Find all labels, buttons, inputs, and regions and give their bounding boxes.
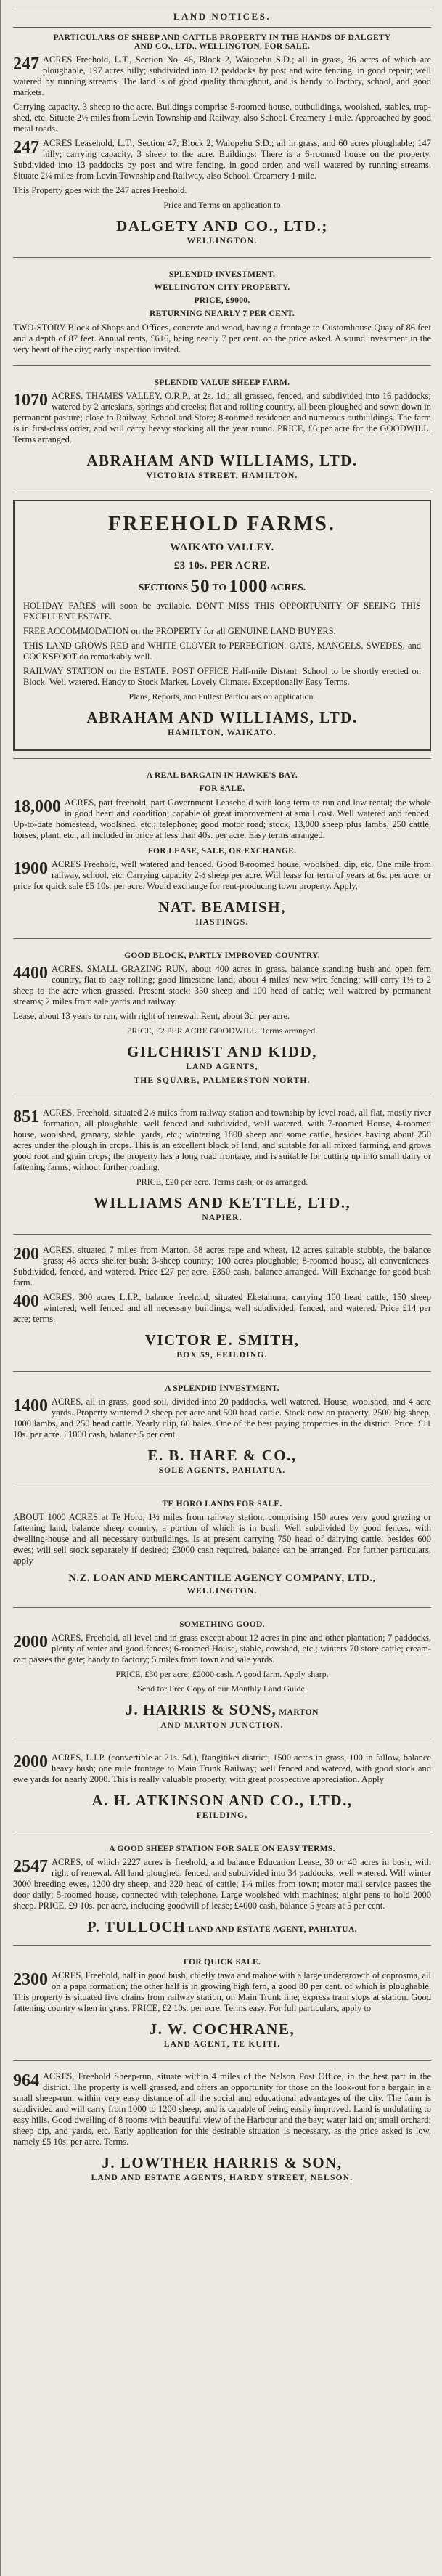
ad-paragraph: Carrying capacity, 3 sheep to the acre. Buildings comprise 5-roomed house, outbuildings, woolshed, stables, trap-shed, etc. Situate 2½ miles from Levin Township and Railway, also School. Creamery 1 mile. Approached by good metal roads. <box>13 102 431 134</box>
ad-heading: SPLENDID INVESTMENT. <box>168 270 276 279</box>
ad-harris-and-sons <box>13 1614 431 1735</box>
acreage-figure: 2000 <box>13 1752 48 1771</box>
ad-paragraph: Lease, about 13 years to run, with right of renewal. Rent, about 3d. per acre. <box>13 1011 290 1021</box>
ad-heading: FOR LEASE, SALE, OR EXCHANGE. <box>147 847 297 856</box>
ad-divider-rule <box>13 1945 431 1946</box>
agency-name: GILCHRIST AND KIDD, <box>126 1043 318 1060</box>
ad-heading: SOMETHING GOOD. <box>179 1620 265 1629</box>
ad-heading: TE HORO LANDS FOR SALE. <box>162 1500 282 1508</box>
ad-tulloch-sheep-station <box>13 1839 431 1938</box>
ad-paragraph: 1900 ACRES Freehold, well watered and fenced. Good 8-roomed house, woolshed, dip, etc. One mile from railway, school, etc. Carrying capacity 2½ sheep per acre. Will lease for term of years at 6s. per acre, or price for quick sale £5 10s. per acre. Would exchange for rent-producing town property. Apply, <box>13 859 431 891</box>
ad-atkinson-and-co <box>13 1749 431 1825</box>
ad-paragraph: 1070 ACRES, THAMES VALLEY, O.R.P., at 2s. 1d.; all grassed, fenced, and subdivided into 16 paddocks; watered by 2 artesians, springs and creeks; flat and rolling country, all been ploughed and sown down in permanent pasture; close to Railway, School and Store; 8-roomed residence and numerous outbuildings. The farm is in first-class order, and will carry heavy stocking all the year round. PRICE, £6 per acre for the GOODWILL. Terms arranged. <box>13 391 431 444</box>
agency-location: HASTINGS. <box>195 918 249 927</box>
sections-part: TO <box>210 582 229 593</box>
acreage-figure: 4400 <box>13 964 48 983</box>
ad-paragraph: 247 ACRES Freehold, L.T., Section No. 46, Block 2, Waiopehu S.D.; all in grass, 36 acres of which are ploughable, 197 acres hilly; subdivided into 12 paddocks by post and wire fencing, in good repair; well watered by running streams. The land is of good quality throughout, and is handy to factory, school, and good markets. <box>13 54 431 97</box>
sections-part: 1000 <box>229 577 269 596</box>
agency-name: J. W. COCHRANE, <box>149 2020 295 2038</box>
acreage-figure: 1900 <box>13 859 48 878</box>
acreage-figure: 200 <box>13 1245 39 1264</box>
agency-location: AND MARTON JUNCTION. <box>160 1721 284 1730</box>
agency-name: DALGETY AND CO., LTD.; <box>116 217 328 235</box>
ad-subheading: FOR SALE. <box>199 784 245 793</box>
ad-divider-rule <box>13 758 431 759</box>
ad-note: Send for Free Copy of our Monthly Land Guide. <box>137 1683 307 1694</box>
ad-heading: PARTICULARS OF SHEEP AND CATTLE PROPERTY IN THE HANDS OF DALGETY AND CO., LTD., WELLINGTON, FOR SALE. <box>53 33 391 51</box>
ad-note: PRICE, £2 PER ACRE GOODWILL. Terms arranged. <box>126 1025 318 1036</box>
sections-part: SECTIONS <box>138 582 191 593</box>
ad-paragraph: HOLIDAY FARES will soon be available. DON'T MISS THIS OPPORTUNITY OF SEEING THIS EXCELLENT ESTATE. <box>23 601 421 622</box>
ad-te-horo-lands <box>13 1494 431 1601</box>
ad-paragraph: 400 ACRES, 300 acres L.I.P., balance freehold, situated Eketahuna; carrying 100 head cattle, 150 sheep wintered; well fenced and all necessary buildings; well subdivided, fenced, and watered. Price £14 per acre; terms. <box>13 1292 431 1324</box>
ad-divider-rule <box>13 2060 431 2061</box>
ad-paragraph: RAILWAY STATION on the ESTATE. POST OFFICE Half-mile Distant. School to be shortly erected on Block. Well watered. Handy to Stock Market. Lovely Climate. Exceptionally Easy Terms. <box>23 666 421 687</box>
sections-part: ACRES. <box>268 582 306 593</box>
agency-location: FEILDING. <box>196 1811 248 1820</box>
agency-name: WILLIAMS AND KETTLE, LTD., <box>93 1194 351 1211</box>
acreage-figure: 1400 <box>13 1397 48 1415</box>
agency-name: NAT. BEAMISH, <box>158 898 286 916</box>
acreage-figure: 2000 <box>13 1633 48 1651</box>
ad-heading: A GOOD SHEEP STATION FOR SALE ON EASY TERMS. <box>109 1845 335 1853</box>
agency-name: WAIKATO VALLEY. <box>170 542 274 553</box>
agency-location: WELLINGTON. <box>187 237 258 245</box>
ad-heading: FOR QUICK SALE. <box>183 1958 261 1967</box>
agency-location: LAND AGENT, TE KUITI. <box>163 2040 281 2049</box>
ad-paragraph: TWO-STORY Block of Shops and Offices, concrete and wood, having a frontage to Customhouse Quay of 86 feet and a depth of 87 feet. Annual rents, £616, being nearly 7 per cent. on the price asked. A sound investment in the very heart of the city; early inspection invited. <box>13 322 431 354</box>
agency-descriptor: LAND AND ESTATE AGENT, PAHIATUA. <box>185 1925 358 1934</box>
agency-name: E. B. HARE & CO., <box>147 1447 297 1464</box>
ad-thames-valley-sheep-farm <box>13 373 431 485</box>
ad-wellington-city-investment <box>13 264 431 359</box>
ad-divider-rule <box>13 365 431 366</box>
ad-heading: A SPLENDID INVESTMENT. <box>165 1384 279 1393</box>
ad-note: PRICE, £30 per acre; £2000 cash. A good farm. Apply sharp. <box>115 1669 329 1679</box>
agency-descriptor: MARTON <box>276 1708 319 1717</box>
section-header <box>13 4 431 28</box>
ad-paragraph: 2547 ACRES, of which 2227 acres is freehold, and balance Education Lease, 30 or 40 acres in bush, with right of renewal. All land ploughed, fenced, and subdivided into 34 paddocks; well watered. Will winter 3000 breeding ewes, 1200 dry sheep, and 320 head of cattle; 1¼ miles from town; motor mail service passes the door daily; 5-roomed house, connected with telephone. Large woolshed with machines; night pens to hold 2000 sheep. PRICE, £9 10s. per acre, including goodwill of lease; £4000 cash, balance 5 years at 5 per cent. <box>13 1857 431 1911</box>
acreage-figure: 851 <box>13 1108 39 1126</box>
agency-location: BOX 59, FEILDING. <box>176 1351 268 1360</box>
ad-paragraph: This Property goes with the 247 acres Freehold. <box>13 185 187 195</box>
ad-paragraph: 1400 ACRES, all in grass, good soil, divided into 20 paddocks, well watered. House, woolshed, and 4 acre yards. Property wintered 2 sheep per acre and 500 head cattle. Stock now on property, 2500 big sheep, 1000 lambs, and 250 head cattle. Yearly clip, 60 bales. One of the best paying properties in the district. Price, £11 10s. per acre. £1000 cash, balance 5 per cent. <box>13 1397 431 1439</box>
agency-name: P. TULLOCH <box>86 1918 186 1935</box>
agency-name: J. LOWTHER HARRIS & SON, <box>102 2154 343 2171</box>
ad-display-title: FREEHOLD FARMS. <box>108 513 336 535</box>
ad-paragraph: 964 ACRES, Freehold Sheep-run, situate within 4 miles of the Nelson Post Office, in the best part in the district. The property is well grassed, and offers an opportunity for those on the look-out for a bargain in a small sheep-run, within very easy distance of all the social and educational advantages of the city. The farm is subdivided and will carry from 1000 to 1200 sheep, and is capable of being easily improved. Land is undulating to easy hills. Good dwelling of 8 rooms with beautiful view of the Harbour and the bay; water laid on; small orchard; sheep dip, and yards, etc. Early application for this desirable situation is necessary, as the price asked is low, namely £5 10s. per acre. Terms. <box>13 2071 431 2147</box>
acreage-figure: 964 <box>13 2071 39 2090</box>
ad-paragraph: 4400 ACRES, SMALL GRAZING RUN, about 400 acres in grass, balance standing bush and open fern country, flat to easy rolling; good limestone land; about 4 miles' new wire fencing; will carry 1½ to 2 sheep to the acre when grassed. Present stock: 350 sheep and 100 head of cattle; well watered by permanent streams; 2 miles from sale yards and railway. <box>13 964 431 1007</box>
agency-name: ABRAHAM AND WILLIAMS, LTD. <box>86 452 358 469</box>
agency-name: N.Z. LOAN AND MERCANTILE AGENCY COMPANY, LTD., <box>68 1572 376 1584</box>
agency-name: A. H. ATKINSON AND CO., LTD., <box>91 1792 353 1809</box>
agency-name: J. HARRIS & SONS, <box>126 1701 277 1718</box>
ad-divider-rule <box>13 1607 431 1608</box>
ad-victor-e-smith <box>13 1241 431 1365</box>
acreage-figure: 247 <box>13 138 39 157</box>
ad-dalgety-wellington <box>13 28 431 251</box>
ad-subheading: WELLINGTON CITY PROPERTY. <box>154 283 290 292</box>
sections-part: 50 <box>190 577 210 596</box>
ad-cochrane-te-kuiti <box>13 1952 431 2054</box>
ad-hare-and-co <box>13 1378 431 1480</box>
ad-paragraph: 851 ACRES, Freehold, situated 2½ miles from railway station and township by level road, all flat, mostly river formation, all ploughable, well fenced and subdivided, well watered, with 7-roomed House, 4-roomed house, woolshed, granary, stable, yards, etc.; wintering 1800 sheep and some cattle, besides having about 250 acres under the plough in crops. This is an excellent block of land, and suitable for all mixed farming, and grows good root and grain crops; the property has a long road frontage, and is suitable for cutting up into small dairy or fattening farms, without further roading. <box>13 1108 431 1172</box>
agency-location: HAMILTON, WAIKATO. <box>168 728 277 737</box>
ad-paragraph: THIS LAND GROWS RED and WHITE CLOVER to PERFECTION. OATS, MANGELS, SWEDES, and COCKSFOOT do remarkably well. <box>23 641 421 662</box>
agency-name: ABRAHAM AND WILLIAMS, LTD. <box>86 709 358 726</box>
ads-column <box>13 28 431 2187</box>
agency-location: VICTORIA STREET, HAMILTON. <box>146 471 298 480</box>
ad-paragraph: 200 ACRES, situated 7 miles from Marton, 58 acres rape and wheat, 12 acres suitable stubble, the balance grass; 48 acres shelter bush; 3-sheep country; 100 acres ploughable; 8-roomed house, all conveniences. Subdivided, fenced, and watered. Price £27 per acre, £350 cash, balance arranged. Will Exchange for good bush farm. <box>13 1245 431 1288</box>
ad-subheading: RETURNING NEARLY 7 PER CENT. <box>150 309 295 318</box>
ad-paragraph: 2300 ACRES, Freehold, half in good bush, chiefly tawa and mahoe with a large undergrowth of coprosma, all on a papa formation; the other half is in growing high fern, a good 80 per cent. of which is ploughable. This property is situated five chains from railway station, on Main Trunk line; express train stops at station. Good fattening country when in grass. PRICE, £2 10s. per acre. Terms easy. For full particulars, apply to <box>13 1970 431 2013</box>
acreage-figure: 18,000 <box>13 797 61 816</box>
ad-lowther-harris-nelson <box>13 2068 431 2187</box>
acreage-figure: 247 <box>13 54 39 73</box>
ad-divider-rule <box>13 1234 431 1235</box>
ad-paragraph: 18,000 ACRES, part freehold, part Government Leasehold with long term to run and low rental; the whole in good heart and condition; capable of great improvement at small cost. Well watered and fenced. Up-to-date homestead, woolshed, etc.; telephone; good motor road; stock, 13,000 sheep plus lambs, 250 cattle, horses, plant, etc., all included in price at less than 40s. per acre. Easy terms arranged. <box>13 797 431 840</box>
ad-heading: SPLENDID VALUE SHEEP FARM. <box>154 378 290 387</box>
agency-location: SOLE AGENTS, PAHIATUA. <box>158 1466 286 1475</box>
ad-note: Plans, Reports, and Fullest Particulars on application. <box>128 691 316 702</box>
agency-location: WELLINGTON. <box>187 1587 258 1596</box>
ad-subheading: PRICE, £9000. <box>194 296 250 305</box>
ad-waikato-freehold-farms <box>13 500 431 751</box>
ad-divider-rule <box>13 938 431 939</box>
acreage-figure: 2300 <box>13 1970 48 1989</box>
ad-paragraph: 2000 ACRES, L.I.P. (convertible at 21s. 5d.), Rangitikei district; 1500 acres in grass, 100 in fallow, balance heavy bush; one mile frontage to Main Trunk Railway; well fenced and watered, with good stock and ewe yards for nearly 2000. This is really valuable property, with great prospective appreciation. Apply <box>13 1752 431 1784</box>
agency-location: LAND AND ESTATE AGENTS, HARDY STREET, NELSON. <box>91 2174 353 2182</box>
agency-name-line <box>13 1918 431 1936</box>
ad-hawkes-bay-bargain <box>13 765 431 932</box>
agency-location: THE SQUARE, PALMERSTON NORTH. <box>134 1076 311 1085</box>
agency-location: NAPIER. <box>202 1214 242 1222</box>
sections-line <box>23 577 421 597</box>
agency-location: LAND AGENTS, <box>186 1063 258 1071</box>
ad-williams-and-kettle <box>13 1104 431 1227</box>
ad-paragraph: ABOUT 1000 ACRES at Te Horo, 1½ miles from railway station, comprising 150 acres very good grazing or fattening land, balance sheep country, a portion of which is in bush. Well subdivided by good fences, with dwelling-house and all necessary outbuildings. Is at present carrying 750 head of dairying cattle, besides 600 ewes; will sell stock separately if desired; £3000 cash required, balance can be arranged. For further particulars, apply <box>13 1512 431 1566</box>
agency-name: VICTOR E. SMITH, <box>144 1331 300 1349</box>
ad-divider-rule <box>13 1371 431 1372</box>
acreage-figure: 400 <box>13 1292 39 1311</box>
ad-note: Price and Terms on application to <box>163 200 281 210</box>
agency-name-line <box>13 1701 431 1719</box>
acreage-figure: 2547 <box>13 1857 48 1876</box>
acreage-figure: 1070 <box>13 391 48 410</box>
agency-name: £3 10s. PER ACRE. <box>173 560 271 572</box>
section-title: LAND NOTICES. <box>173 11 271 22</box>
ad-heading: GOOD BLOCK, PARTLY IMPROVED COUNTRY. <box>124 951 320 960</box>
ad-paragraph: FREE ACCOMMODATION on the PROPERTY for all GENUINE LAND BUYERS. <box>23 626 336 636</box>
ad-divider-rule <box>13 257 431 258</box>
ad-paragraph: 247 ACRES Leasehold, L.T., Section 47, Block 2, Waiopehu S.D.; all in grass, and 60 acres ploughable; 147 hilly; carrying capacity, 3 sheep to the acre. Buildings: There is a 6-roomed house on the property. Subdivided into 13 paddocks by post and wire fencing, in good order, and well watered by running streams. Situate 2¼ miles from Levin Township and Railway, also School. Creamery 1 mile. <box>13 138 431 181</box>
ad-gilchrist-and-kidd <box>13 946 431 1090</box>
ad-note: PRICE, £20 per acre. Terms cash, or as arranged. <box>136 1177 308 1187</box>
ad-heading: A REAL BARGAIN IN HAWKE'S BAY. <box>146 771 298 780</box>
ad-paragraph: 2000 ACRES, Freehold, all level and in grass except about 12 acres in pine and other plantation; 7 paddocks, plenty of water and good fences; 6-roomed House, stable, cowshed, etc.; winters 70 store cattle; cream-cart passes the gate; handy to factory; 5 miles from town and sale yards. <box>13 1633 431 1665</box>
